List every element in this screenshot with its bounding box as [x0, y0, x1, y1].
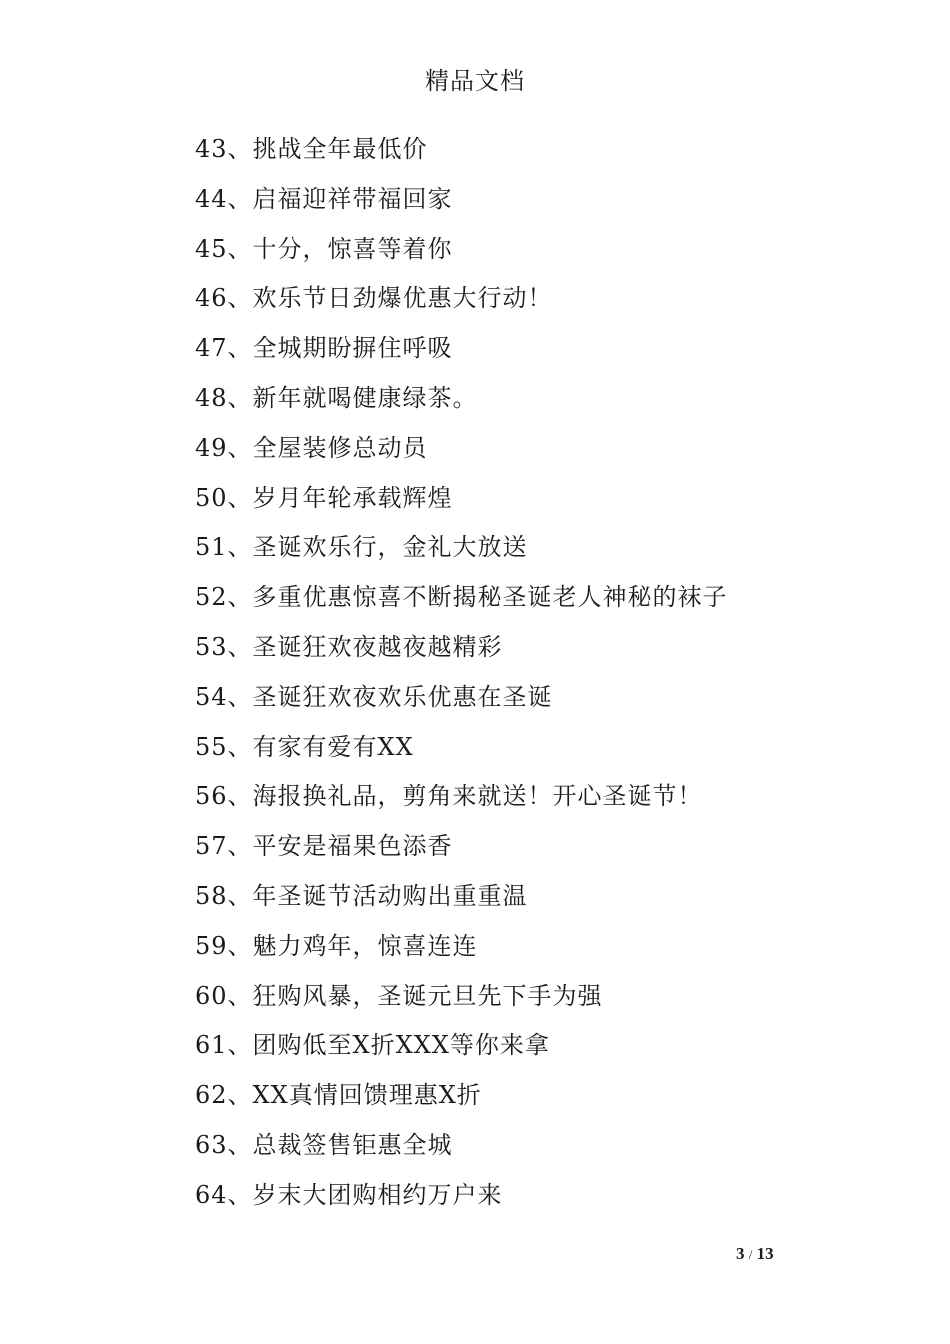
list-item: 44、启福迎祥带福回家 — [195, 184, 453, 213]
list-item: 55、有家有爱有XX — [195, 732, 414, 761]
list-item: 49、全屋装修总动员 — [195, 433, 428, 462]
page-number — [736, 1242, 774, 1267]
list-item: 62、XX真情回馈理惠X折 — [195, 1081, 482, 1110]
page-header-title: 精品文档 — [425, 67, 525, 95]
page-separator: / — [748, 1247, 753, 1262]
slogan-list — [195, 130, 728, 1226]
total-pages: 13 — [756, 1244, 774, 1263]
current-page: 3 — [736, 1244, 745, 1263]
list-item: 47、全城期盼摒住呼吸 — [195, 334, 453, 363]
list-item: 56、海报换礼品，剪角来就送！开心圣诞节！ — [195, 782, 703, 811]
list-item: 58、年圣诞节活动购出重重温 — [195, 881, 528, 910]
list-item: 50、岁月年轮承载辉煌 — [195, 483, 453, 512]
list-item: 54、圣诞狂欢夜欢乐优惠在圣诞 — [195, 682, 553, 711]
list-item: 60、狂购风暴，圣诞元旦先下手为强 — [195, 981, 603, 1010]
list-item: 48、新年就喝健康绿茶。 — [195, 383, 478, 412]
list-item: 61、团购低至X折XXX等你来拿 — [195, 1031, 550, 1060]
list-item: 59、魅力鸡年，惊喜连连 — [195, 931, 478, 960]
list-item: 43、挑战全年最低价 — [195, 135, 428, 163]
list-item: 52、多重优惠惊喜不断揭秘圣诞老人神秘的袜子 — [195, 583, 728, 612]
list-item: 57、平安是福果色添香 — [195, 832, 453, 861]
list-item: 45、十分，惊喜等着你 — [195, 234, 453, 263]
list-item: 63、总裁签售钜惠全城 — [195, 1130, 453, 1159]
list-item: 51、圣诞欢乐行，金礼大放送 — [195, 533, 528, 562]
list-item: 46、欢乐节日劲爆优惠大行动！ — [195, 284, 553, 313]
list-item: 64、岁末大团购相约万户来 — [195, 1180, 503, 1209]
list-item: 53、圣诞狂欢夜越夜越精彩 — [195, 632, 503, 661]
